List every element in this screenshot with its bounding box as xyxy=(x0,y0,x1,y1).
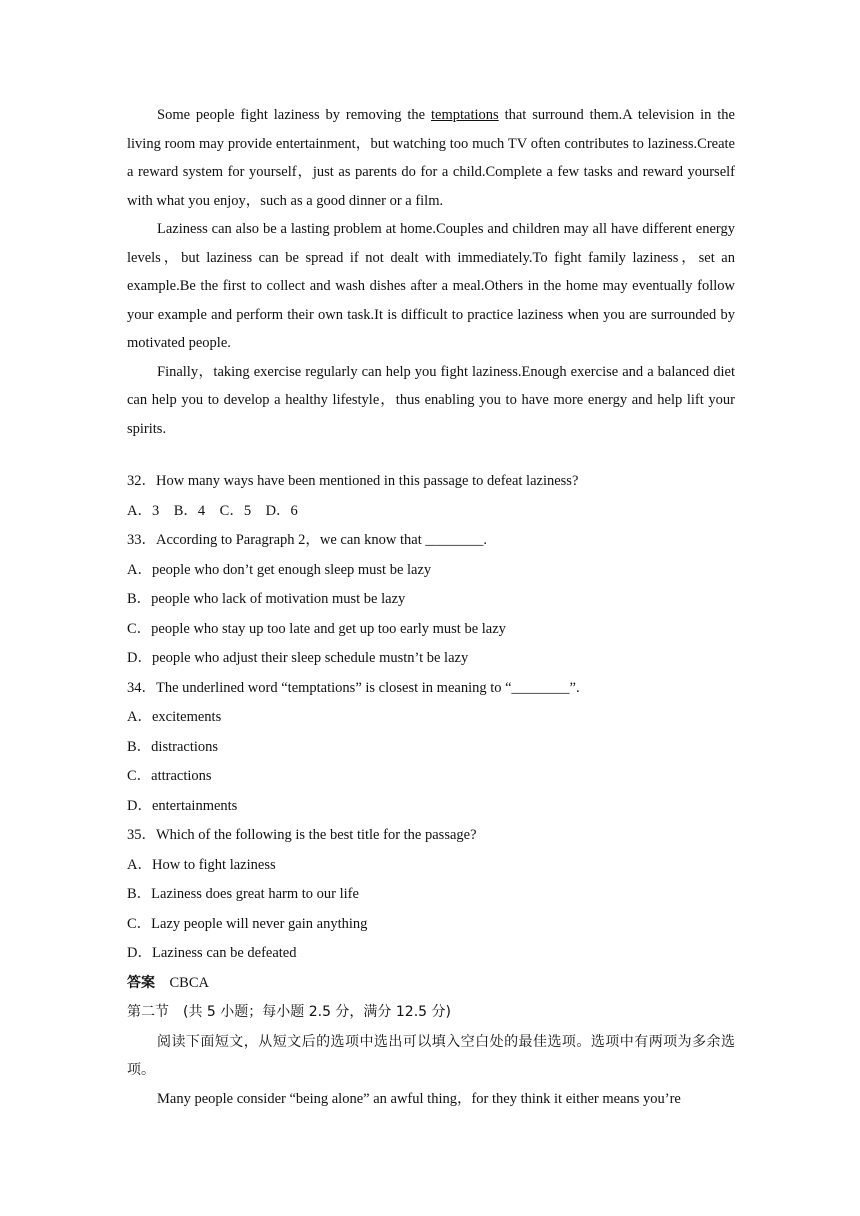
section-heading: 第二节 (共 5 小题；每小题 2.5 分，满分 12.5 分) xyxy=(127,1004,451,1020)
question-option: C．attractions xyxy=(127,768,212,784)
answer-line xyxy=(127,969,735,999)
section-instruction: 阅读下面短文，从短文后的选项中选出可以填入空白处的最佳选项。选项中有两项为多余选项。 xyxy=(127,1033,735,1078)
question-stem: 32．How many ways have been mentioned in this passage to defeat laziness? xyxy=(127,473,579,489)
question-option: B．people who lack of motivation must be lazy xyxy=(127,591,406,607)
question-option: A．3 B．4 C．5 D．6 xyxy=(127,502,298,519)
question-option: D．Laziness can be defeated xyxy=(127,945,297,961)
passage-paragraph-2: Laziness can also be a lasting problem at home.Couples and children may all have different energy levels，but laziness can be spread if not dealt with immediately.To fight family laziness，set an example.Be the first to collect and wash dishes after a meal.Others in the home may eventually follow your example and perform their own task.It is difficult to practice laziness when you are surrounded by motivated people. xyxy=(127,221,735,351)
passage-paragraph-3: Finally，taking exercise regularly can help you fight laziness.Enough exercise and a balanced diet can help you to develop a healthy lifestyle，thus enabling you to have more energy and help lift your spirits. xyxy=(127,363,735,437)
question-option: C．people who stay up too late and get up too early must be lazy xyxy=(127,620,506,637)
question-option: C．Lazy people will never gain anything xyxy=(127,915,368,932)
question-option: B．distractions xyxy=(127,738,219,755)
question-stem: 34．The underlined word “temptations” is closest in meaning to “________”. xyxy=(127,679,580,696)
question-option: A．people who don’t get enough sleep must be lazy xyxy=(127,561,432,578)
question-stem: 33．According to Paragraph 2，we can know that ________. xyxy=(127,532,488,548)
question-option: A．How to fight laziness xyxy=(127,856,276,873)
question-option: B．Laziness does great harm to our life xyxy=(127,886,359,902)
p1-text-a: Some people fight laziness by removing the xyxy=(157,107,431,123)
question-stem: 35．Which of the following is the best title for the passage? xyxy=(127,827,477,843)
answer-value: CBCA xyxy=(155,974,209,991)
question-option: D．entertainments xyxy=(127,797,238,814)
p1-text-b: that surround them.A television in the living room may provide entertainment，but watching too much TV often contributes to laziness.Create a reward system for yourself，just as parents do for a child.Complete a few tasks and reward yourself with what you enjoy，such as a good dinner or a film. xyxy=(127,107,735,209)
answer-label: 答案 xyxy=(127,974,155,991)
spacer xyxy=(127,443,735,467)
question-option: A．excitements xyxy=(127,709,222,725)
question-list xyxy=(127,467,735,969)
section-passage-start: Many people consider “being alone” an awful thing，for they think it either means you’re xyxy=(157,1090,681,1107)
document-content xyxy=(127,101,735,1113)
passage-paragraph-1 xyxy=(127,101,735,215)
underlined-word: temptations xyxy=(431,107,499,123)
question-option: D．people who adjust their sleep schedule mustn’t be lazy xyxy=(127,650,469,666)
